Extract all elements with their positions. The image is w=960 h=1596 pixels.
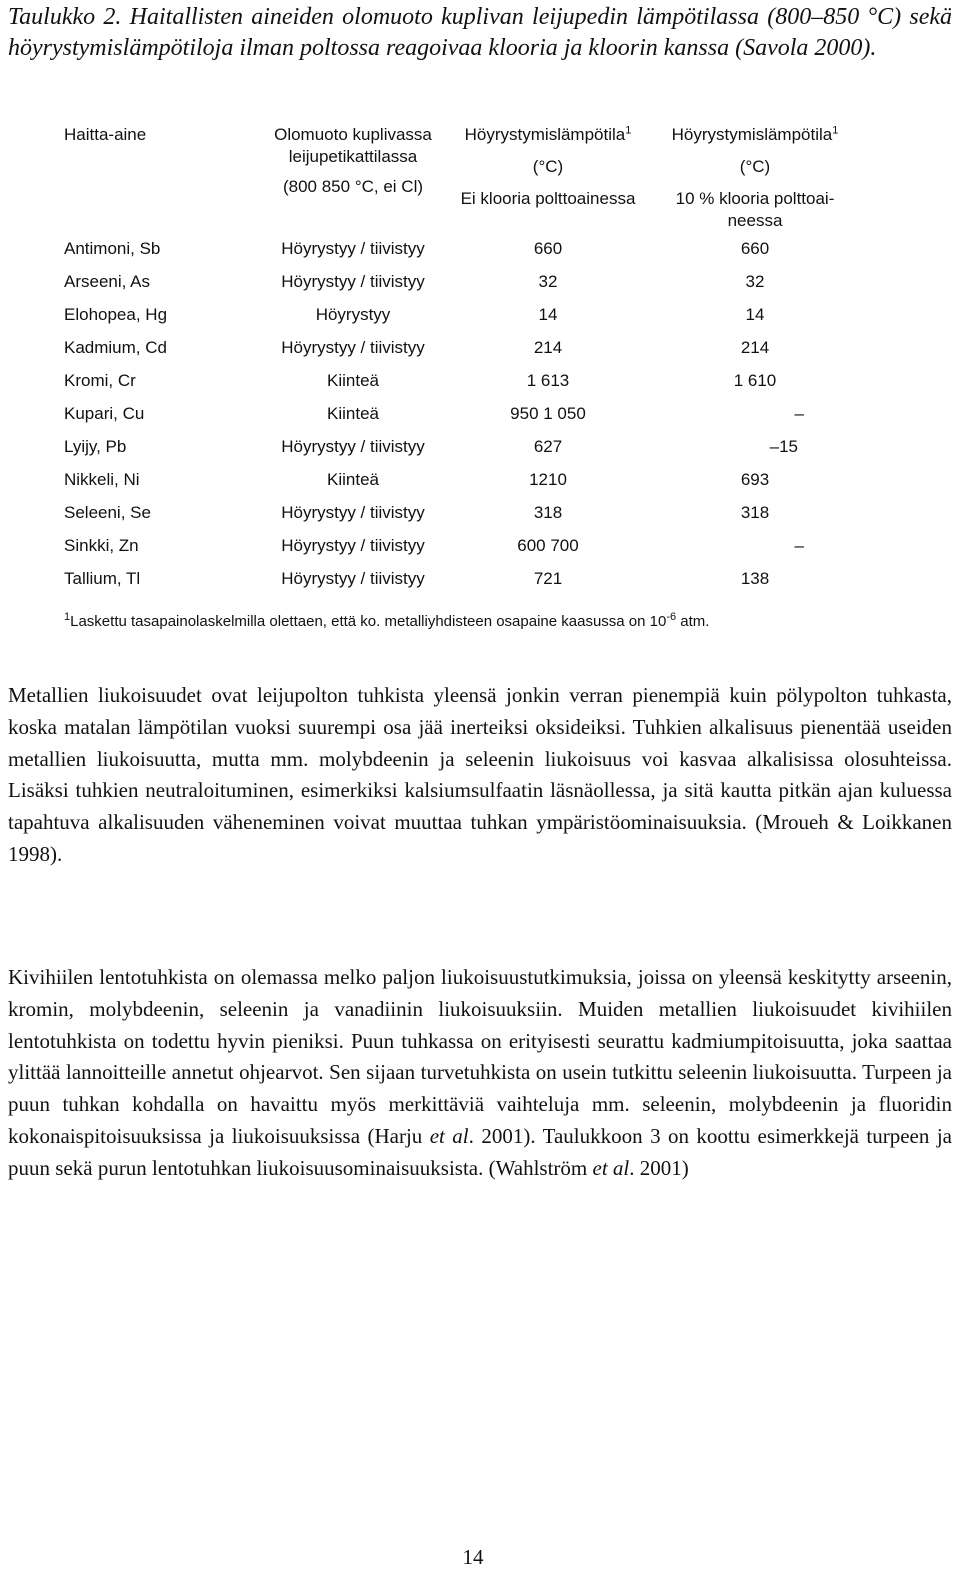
table-footnote: [64, 612, 924, 632]
cell-element: Elohopea, Hg: [64, 304, 168, 324]
cell-temp-cl: 138: [740, 568, 770, 588]
cell-temp-cl: 1 610: [733, 370, 777, 390]
cell-state: Kiinteä: [327, 370, 379, 390]
cell-element: Sinkki, Zn: [64, 535, 139, 555]
table-row: [58, 298, 862, 331]
table-header-row: [58, 116, 862, 232]
table-row: [58, 364, 862, 397]
cell-state: Höyrystyy / tiivistyy: [281, 238, 425, 258]
table-row: [58, 232, 862, 265]
cell-temp-no-cl: 14: [538, 304, 558, 324]
footnote-marker: 1: [625, 124, 632, 137]
header-text: Höyrystymislämpötila: [464, 125, 626, 144]
table-row: [58, 529, 862, 562]
body-paragraph-2: [8, 962, 952, 1185]
header-olomuoto: [258, 116, 448, 232]
header-subtext: (800 850 °C, ei Cl): [282, 177, 424, 196]
header-unit: (°C): [532, 157, 564, 176]
table-row: [58, 562, 862, 595]
cell-state: Höyrystyy / tiivistyy: [281, 271, 425, 291]
cell-state: Kiinteä: [327, 403, 379, 423]
cell-temp-cl: 214: [740, 337, 770, 357]
cell-state: Höyrystyy / tiivistyy: [281, 568, 425, 588]
cell-temp-no-cl: 1 613: [526, 370, 570, 390]
header-text: Höyrystymislämpötila: [671, 125, 833, 144]
cell-temp-cl: 32: [745, 271, 765, 291]
table-row: [58, 463, 862, 496]
cell-temp-no-cl: 318: [533, 502, 563, 522]
footnote-marker: 1: [832, 124, 839, 137]
cell-element: Kadmium, Cd: [64, 337, 167, 357]
paragraph-text: . 2001): [629, 1155, 689, 1180]
cell-temp-cl: –: [794, 535, 804, 555]
cell-temp-cl: 318: [740, 502, 770, 522]
cell-element: Arseeni, As: [64, 271, 150, 291]
citation-et-al: et al: [592, 1155, 630, 1180]
cell-element: Kupari, Cu: [64, 403, 145, 423]
table-row: [58, 397, 862, 430]
body-paragraph-1: Metallien liukoisuudet ovat leijupolton tuhkista yleensä jonkin verran pienempiä kuin pölypolton tuhkasta, koska matalan lämpötilan vuoksi suurempi osa jää inerteiksi oksideiksi. Tuhkien alkalisuus pienentää useiden metallien liukoisuutta, mutta mm. molybdeenin ja seleenin liukoisuus voi kasvaa alkalisissa olosuhteissa. Lisäksi tuhkien neutraloituminen, esimerkiksi kalsiumsulfaatin läsnäollessa, ja sitä kautta pitkän ajan kuluessa tapahtuva alkalisuuden väheneminen voivat muuttaa tuhkan ympäristöominaisuuksia. (Mroueh & Loikkanen 1998).: [8, 683, 952, 866]
cell-state: Höyrystyy / tiivistyy: [281, 436, 425, 456]
cell-state: Höyrystyy / tiivistyy: [281, 337, 425, 357]
data-table: [58, 116, 862, 595]
table-caption: Taulukko 2. Haitallisten aineiden olomuoto kuplivan leijupedin lämpötilassa (800–850 °C) sekä höyrystymislämpötiloja ilman poltossa reagoivaa klooria ja kloorin kanssa (Savola 2000).: [8, 4, 952, 61]
header-temp-with-chlorine: [648, 116, 862, 232]
cell-temp-cl: –15: [769, 436, 798, 456]
cell-element: Kromi, Cr: [64, 370, 136, 390]
footnote-exponent: -6: [666, 611, 677, 623]
page-number: 14: [462, 1545, 484, 1569]
table-row: [58, 496, 862, 529]
paragraph-text: . 2001). Taulukkoon 3 on koottu esimerkkejä turpeen ja puun sekä purun lentotuhkan liukoisuusominaisuuksista. (Wahlström: [8, 1123, 952, 1180]
table-body: [58, 232, 862, 595]
header-unit: (°C): [739, 157, 771, 176]
cell-state: Kiinteä: [327, 469, 379, 489]
cell-state: Höyrystyy / tiivistyy: [281, 535, 425, 555]
table-row: [58, 331, 862, 364]
cell-temp-cl: 14: [745, 304, 765, 324]
cell-temp-no-cl: 214: [533, 337, 563, 357]
cell-element: Seleeni, Se: [64, 502, 151, 522]
cell-temp-no-cl: 600 700: [517, 535, 579, 555]
header-subtext: Ei klooria polttoainessa: [460, 189, 636, 208]
header-haitta-aine: [58, 116, 258, 232]
header-text: Haitta-aine: [64, 125, 147, 144]
cell-temp-no-cl: 950 1 050: [510, 403, 586, 423]
cell-element: Antimoni, Sb: [64, 238, 161, 258]
cell-temp-no-cl: 721: [533, 568, 563, 588]
cell-temp-cl: 693: [740, 469, 770, 489]
paragraph-text: Kivihiilen lentotuhkista on olemassa melko paljon liukoisuustutkimuksia, joissa on yleensä keskitytty arseenin, kromin, molybdeenin, seleenin ja vanadiinin liukoisuuksiin. Muiden metallien liukoisuudet kivihiilen lentotuhkista on todettu hyvin pieniksi. Puun tuhkassa on erityisesti seurattu kadmiumpitoisuutta, joka saattaa ylittää lannoitteille annetut ohjearvot. Sen sijaan turvetuhkista on usein tutkittu seleenin liukoisuutta. Turpeen ja puun tuhkan kohdalla on havaittu myös merkittäviä vaihteluja mm. seleenin, molybdeenin ja fluoridin kokonaispitoisuuksissa ja liukoisuuksissa (Harju: [8, 965, 952, 1148]
footnote-marker: 1: [64, 611, 71, 623]
footnote-text-end: atm.: [676, 613, 710, 630]
cell-temp-cl: 660: [740, 238, 770, 258]
table-row: [58, 430, 862, 463]
header-temp-no-chlorine: [448, 116, 648, 232]
citation-et-al: et al: [429, 1123, 469, 1148]
cell-state: Höyrystyy / tiivistyy: [281, 502, 425, 522]
cell-element: Tallium, Tl: [64, 568, 141, 588]
header-subtext: 10 % klooria polttoaineessa: [675, 189, 835, 230]
cell-temp-no-cl: 32: [538, 271, 558, 291]
cell-temp-cl: –: [794, 403, 804, 423]
footnote-text: Laskettu tasapainolaskelmilla olettaen, että ko. metalliyhdisteen osapaine kaasussa on 10: [70, 613, 667, 630]
cell-temp-no-cl: 627: [533, 436, 563, 456]
cell-temp-no-cl: 660: [533, 238, 563, 258]
cell-state: Höyrystyy: [315, 304, 391, 324]
header-text: Olomuoto kuplivassa leijupetikattilassa: [274, 125, 432, 166]
cell-element: Nikkeli, Ni: [64, 469, 140, 489]
table-row: [58, 265, 862, 298]
cell-temp-no-cl: 1210: [529, 469, 567, 489]
cell-element: Lyijy, Pb: [64, 436, 127, 456]
